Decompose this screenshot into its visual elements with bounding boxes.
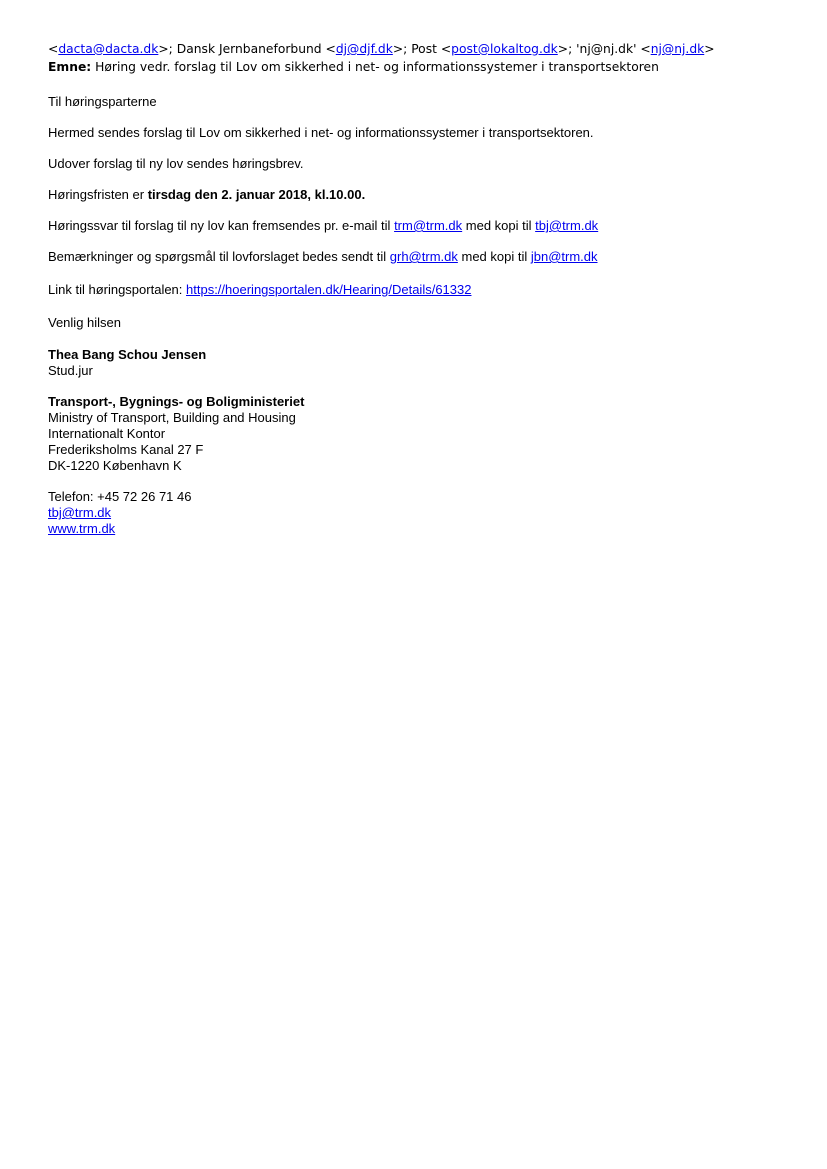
remarks-prefix: Bemærkninger og spørgsmål til lovforslaget bedes sendt til <box>48 249 390 264</box>
paragraph-deadline <box>48 187 788 203</box>
greeting: Til høringsparterne <box>48 94 157 109</box>
recipient-email-link[interactable]: nj@nj.dk <box>650 42 705 56</box>
remarks-cc-link[interactable]: jbn@trm.dk <box>530 249 598 264</box>
signature-name: Thea Bang Schou Jensen <box>48 347 207 362</box>
subject-label: Emne: <box>48 60 92 74</box>
signature-org-en: Ministry of Transport, Building and Housing <box>48 410 296 425</box>
recipient-email-link[interactable]: dj@djf.dk <box>335 42 393 56</box>
recipient-post: >; <box>392 42 412 56</box>
paragraph-portal <box>48 282 788 298</box>
deadline-prefix: Høringsfristen er <box>48 187 148 202</box>
remarks-email-link[interactable]: grh@trm.dk <box>389 249 458 264</box>
deadline-date: tirsdag den 2. januar 2018, kl.10.00. <box>147 187 366 202</box>
signature-city: DK-1220 København K <box>48 458 182 473</box>
recipient-post: > <box>704 42 715 56</box>
signature-block <box>48 347 788 537</box>
subject-text: Høring vedr. forslag til Lov om sikkerhed i net- og informationssystemer i transportsektoren <box>91 60 659 74</box>
subject-line <box>48 58 659 76</box>
remarks-mid: med kopi til <box>457 249 531 264</box>
reply-mid: med kopi til <box>462 218 536 233</box>
recipient-pre: < <box>48 42 59 56</box>
portal-prefix: Link til høringsportalen: <box>48 282 187 297</box>
signature-email-link[interactable]: tbj@trm.dk <box>48 505 112 520</box>
signature-title: Stud.jur <box>48 363 93 378</box>
recipient-email-link[interactable]: post@lokaltog.dk <box>451 42 558 56</box>
recipient-pre: Post < <box>411 42 452 56</box>
reply-email-link[interactable]: trm@trm.dk <box>394 218 463 233</box>
paragraph-reply <box>48 218 788 234</box>
recipient-pre: Dansk Jernbaneforbund < <box>176 42 336 56</box>
recipient-pre: 'nj@nj.dk' < <box>576 42 651 56</box>
signature-phone: Telefon: +45 72 26 71 46 <box>48 489 192 504</box>
recipient-post: >; <box>158 42 177 56</box>
paragraph-intro: Hermed sendes forslag til Lov om sikkerhed i net- og informationssystemer i transportsektoren. <box>48 125 594 140</box>
reply-cc-link[interactable]: tbj@trm.dk <box>535 218 599 233</box>
paragraph-remarks <box>48 249 788 265</box>
recipients-line <box>48 40 715 58</box>
portal-link[interactable]: https://hoeringsportalen.dk/Hearing/Details/61332 <box>186 282 472 297</box>
signature-street: Frederiksholms Kanal 27 F <box>48 442 204 457</box>
closing: Venlig hilsen <box>48 315 121 330</box>
signature-web-link[interactable]: www.trm.dk <box>48 521 116 536</box>
signature-org: Transport-, Bygnings- og Boligministeriet <box>48 394 305 409</box>
recipient-email-link[interactable]: dacta@dacta.dk <box>58 42 159 56</box>
recipient-post: >; <box>557 42 577 56</box>
paragraph-letter: Udover forslag til ny lov sendes høringsbrev. <box>48 156 304 171</box>
signature-office: Internationalt Kontor <box>48 426 166 441</box>
reply-prefix: Høringssvar til forslag til ny lov kan fremsendes pr. e-mail til <box>48 218 395 233</box>
